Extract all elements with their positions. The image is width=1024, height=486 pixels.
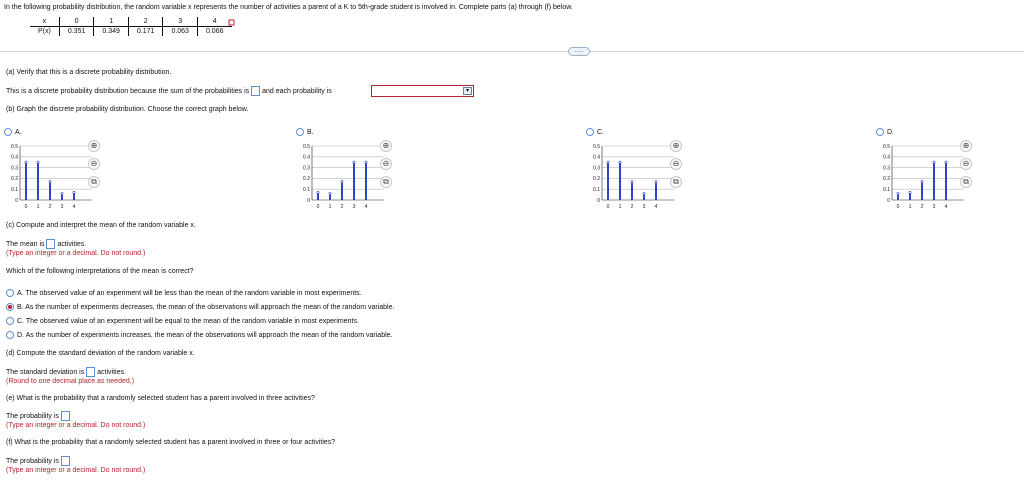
table-p-3: 0.063 bbox=[163, 27, 198, 37]
zoom-in-icon[interactable]: ⊕ bbox=[960, 140, 972, 152]
part-a-text-2: and each probability is bbox=[262, 87, 332, 95]
y-tick-label: 0.5 bbox=[593, 143, 600, 150]
interpretation-option-c[interactable] bbox=[6, 317, 359, 325]
y-tick-label: 0.3 bbox=[11, 165, 18, 172]
bar-point bbox=[61, 192, 63, 194]
bar-point bbox=[365, 161, 367, 163]
mean-hint: (Type an integer or a decimal. Do not round.) bbox=[6, 250, 146, 257]
x-tick-label: 0 bbox=[896, 204, 900, 210]
option-d-letter: D. bbox=[17, 331, 24, 339]
part-f-title: (f) What is the probability that a randomly selected student has a parent involved in three or four activities? bbox=[6, 439, 336, 446]
y-tick-label: 0.4 bbox=[593, 154, 600, 161]
graph-radio-d[interactable] bbox=[876, 128, 884, 136]
mean-label: The mean is bbox=[6, 240, 45, 248]
part-e-title: (e) What is the probability that a randomly selected student has a parent involved in three activities? bbox=[6, 395, 315, 402]
sum-input[interactable] bbox=[251, 86, 260, 96]
table-x-2: 2 bbox=[128, 17, 163, 27]
more-button[interactable]: ..... bbox=[568, 47, 590, 56]
option-a-text: The observed value of an experiment will be less than the mean of the random variable in most experiments. bbox=[25, 289, 362, 297]
mean-row bbox=[6, 239, 86, 249]
sd-hint: (Round to one decimal place as needed.) bbox=[6, 378, 135, 385]
x-tick-label: 3 bbox=[642, 204, 646, 210]
zoom-out-icon[interactable]: ⊖ bbox=[88, 158, 100, 170]
y-tick-label: 0.2 bbox=[883, 176, 890, 183]
graph-option-d[interactable] bbox=[876, 128, 894, 136]
y-tick-label: 0.1 bbox=[303, 187, 310, 193]
bar-point bbox=[317, 191, 319, 193]
table-x-header: x bbox=[30, 17, 59, 27]
prob-f-row bbox=[6, 456, 70, 466]
zoom-out-icon[interactable]: ⊖ bbox=[670, 158, 682, 170]
x-tick-label: 0 bbox=[24, 204, 28, 210]
graph-chart-b bbox=[298, 142, 388, 212]
y-tick-label: 0.4 bbox=[11, 154, 18, 161]
y-tick-label: 0 bbox=[15, 197, 18, 204]
x-tick-label: 0 bbox=[316, 204, 320, 210]
popout-icon[interactable]: ⧉ bbox=[670, 176, 682, 188]
interpretation-option-a[interactable] bbox=[6, 289, 362, 297]
sd-input[interactable] bbox=[86, 367, 95, 377]
bar-point bbox=[619, 161, 621, 163]
part-d-title: (d) Compute the standard deviation of the random variable x. bbox=[6, 350, 195, 357]
graph-chart-c bbox=[588, 142, 678, 212]
bar-point bbox=[329, 192, 331, 194]
prob-e-row bbox=[6, 411, 70, 421]
x-tick-label: 2 bbox=[630, 204, 634, 210]
option-b-text: As the number of experiments decreases, the mean of the observations will approach the mean of the random variable. bbox=[25, 303, 395, 311]
graph-radio-c[interactable] bbox=[586, 128, 594, 136]
option-b-letter: B. bbox=[17, 303, 24, 311]
part-c-title: (c) Compute and interpret the mean of the random variable x. bbox=[6, 222, 196, 229]
prob-f-label: The probability is bbox=[6, 457, 59, 465]
prob-e-hint: (Type an integer or a decimal. Do not round.) bbox=[6, 422, 146, 429]
x-tick-label: 1 bbox=[618, 204, 622, 210]
x-tick-label: 3 bbox=[352, 204, 356, 210]
bar-point bbox=[897, 192, 899, 194]
table-p-0: 0.351 bbox=[59, 27, 94, 37]
popout-icon[interactable]: ⧉ bbox=[380, 176, 392, 188]
interpretation-question: Which of the following interpretations of the mean is correct? bbox=[6, 268, 194, 275]
graph-option-label-d: D. bbox=[887, 128, 894, 136]
graph-option-c[interactable] bbox=[586, 128, 604, 136]
option-a-letter: A. bbox=[17, 289, 24, 297]
option-c-letter: C. bbox=[17, 317, 24, 325]
radio-a[interactable] bbox=[6, 289, 14, 297]
y-tick-label: 0.3 bbox=[593, 165, 600, 172]
prob-e-input[interactable] bbox=[61, 411, 70, 421]
bar-point bbox=[655, 181, 657, 183]
table-x-3: 3 bbox=[163, 17, 198, 27]
bar-point bbox=[631, 181, 633, 183]
bar-point bbox=[341, 181, 343, 183]
y-tick-label: 0 bbox=[597, 197, 600, 204]
interpretation-option-b[interactable] bbox=[6, 303, 394, 311]
table-p-header: P(x) bbox=[30, 27, 59, 37]
bar-point bbox=[73, 191, 75, 193]
chevron-down-icon[interactable]: ▾ bbox=[463, 87, 472, 95]
part-a-sentence bbox=[6, 86, 332, 96]
x-tick-label: 1 bbox=[36, 204, 40, 210]
bar-point bbox=[643, 192, 645, 194]
y-tick-label: 0 bbox=[307, 197, 310, 204]
bar-point bbox=[49, 181, 51, 183]
y-tick-label: 0.3 bbox=[303, 165, 310, 172]
table-p-2: 0.171 bbox=[128, 27, 163, 37]
graph-option-label-b: B. bbox=[307, 128, 314, 136]
x-tick-label: 2 bbox=[48, 204, 52, 210]
sd-label: The standard deviation is bbox=[6, 368, 85, 376]
y-tick-label: 0.5 bbox=[883, 143, 890, 150]
sd-unit: activities. bbox=[97, 368, 126, 376]
part-a-title: (a) Verify that this is a discrete probability distribution. bbox=[6, 69, 172, 76]
bar-point bbox=[909, 191, 911, 193]
question-intro: In the following probability distribution, the random variable x represents the number of activities a parent of a K to 5th-grade student is involved in. Complete parts (a) through (f) below. bbox=[4, 4, 573, 11]
graph-radio-a[interactable] bbox=[4, 128, 12, 136]
bar-point bbox=[37, 161, 39, 163]
y-tick-label: 0.2 bbox=[593, 176, 600, 183]
x-tick-label: 2 bbox=[920, 204, 924, 210]
radio-b[interactable] bbox=[6, 303, 14, 311]
bar-point bbox=[353, 161, 355, 163]
graph-option-b[interactable] bbox=[296, 128, 314, 136]
x-tick-label: 1 bbox=[328, 204, 332, 210]
y-tick-label: 0.2 bbox=[303, 176, 310, 183]
graph-radio-b[interactable] bbox=[296, 128, 304, 136]
prob-e-label: The probability is bbox=[6, 412, 59, 420]
part-b-title: (b) Graph the discrete probability distribution. Choose the correct graph below. bbox=[6, 106, 249, 113]
y-tick-label: 0.5 bbox=[11, 143, 18, 150]
y-tick-label: 0.1 bbox=[11, 187, 18, 193]
table-p-4: 0.066 bbox=[197, 27, 231, 37]
y-tick-label: 0.4 bbox=[883, 154, 890, 161]
radio-c[interactable] bbox=[6, 317, 14, 325]
probability-table bbox=[30, 17, 232, 36]
y-tick-label: 0.1 bbox=[883, 187, 890, 193]
x-tick-label: 1 bbox=[908, 204, 912, 210]
section-divider bbox=[0, 51, 1024, 52]
x-tick-label: 2 bbox=[340, 204, 344, 210]
graph-chart-d bbox=[878, 142, 968, 212]
bar-point bbox=[945, 161, 947, 163]
zoom-in-icon[interactable]: ⊕ bbox=[670, 140, 682, 152]
bar-point bbox=[607, 161, 609, 163]
interpretation-option-d[interactable] bbox=[6, 331, 393, 339]
y-tick-label: 0.4 bbox=[303, 154, 310, 161]
y-tick-label: 0.3 bbox=[883, 165, 890, 172]
x-tick-label: 3 bbox=[60, 204, 64, 210]
popout-icon[interactable]: ⧉ bbox=[88, 176, 100, 188]
graph-chart-a bbox=[6, 142, 96, 212]
radio-d[interactable] bbox=[6, 331, 14, 339]
graph-option-label-a: A. bbox=[15, 128, 22, 136]
y-tick-label: 0.2 bbox=[11, 176, 18, 183]
option-c-text: The observed value of an experiment will be equal to the mean of the random variable in most experiments. bbox=[25, 317, 359, 325]
y-tick-label: 0.1 bbox=[593, 187, 600, 193]
bar-point bbox=[25, 161, 27, 163]
bar-point bbox=[921, 181, 923, 183]
popout-icon[interactable]: ⧉ bbox=[960, 176, 972, 188]
graph-option-label-c: C. bbox=[597, 128, 604, 136]
zoom-in-icon[interactable]: ⊕ bbox=[88, 140, 100, 152]
bar-point bbox=[933, 161, 935, 163]
x-tick-label: 3 bbox=[932, 204, 936, 210]
table-x-1: 1 bbox=[94, 17, 129, 27]
prob-f-hint: (Type an integer or a decimal. Do not round.) bbox=[6, 467, 146, 474]
zoom-in-icon[interactable]: ⊕ bbox=[380, 140, 392, 152]
part-a-text-1: This is a discrete probability distribution because the sum of the probabilities is bbox=[6, 87, 250, 95]
x-tick-label: 4 bbox=[72, 204, 76, 210]
zoom-out-icon[interactable]: ⊖ bbox=[960, 158, 972, 170]
table-p-1: 0.349 bbox=[94, 27, 129, 37]
table-x-4: 4 bbox=[197, 17, 231, 27]
copy-table-icon[interactable] bbox=[228, 19, 236, 27]
sd-row bbox=[6, 367, 126, 377]
probability-range-dropdown[interactable] bbox=[371, 85, 474, 97]
x-tick-label: 4 bbox=[654, 204, 658, 210]
prob-f-input[interactable] bbox=[61, 456, 70, 466]
option-d-text: As the number of experiments increases, the mean of the observations will approach the mean of the random variable. bbox=[25, 331, 393, 339]
table-x-0: 0 bbox=[59, 17, 94, 27]
graph-option-a[interactable] bbox=[4, 128, 22, 136]
zoom-out-icon[interactable]: ⊖ bbox=[380, 158, 392, 170]
y-tick-label: 0 bbox=[887, 197, 890, 204]
x-tick-label: 0 bbox=[606, 204, 610, 210]
mean-unit: activities. bbox=[57, 240, 87, 248]
x-tick-label: 4 bbox=[364, 204, 368, 210]
mean-input[interactable] bbox=[46, 239, 55, 249]
x-tick-label: 4 bbox=[944, 204, 948, 210]
y-tick-label: 0.5 bbox=[303, 143, 310, 150]
